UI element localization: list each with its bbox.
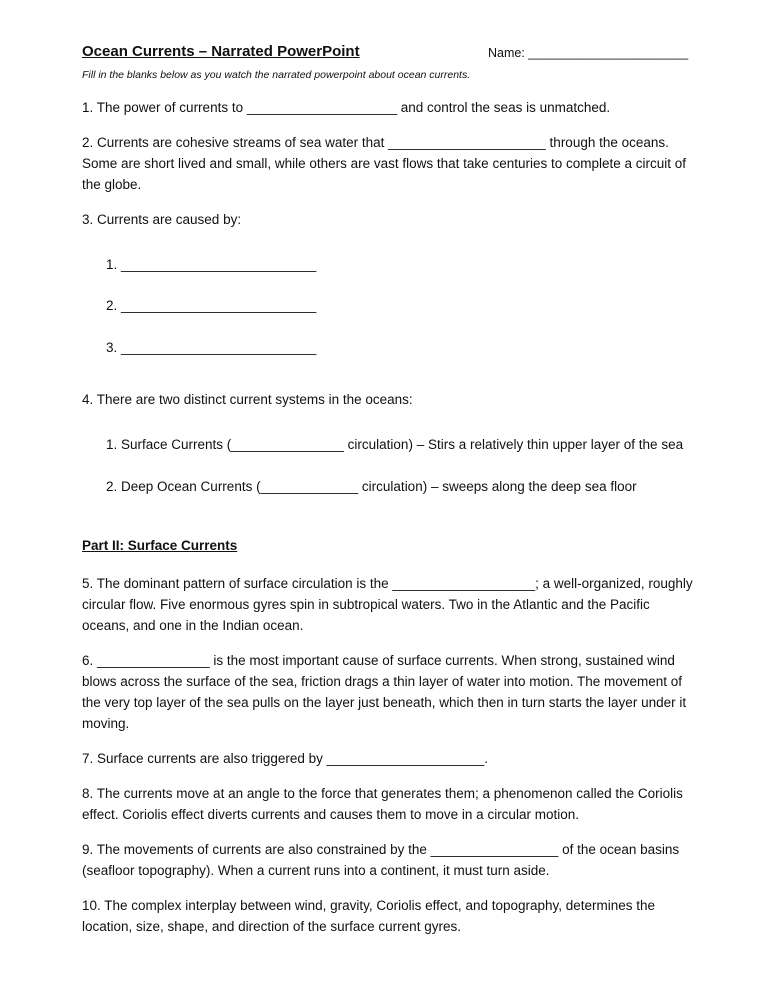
question-7: 7. Surface currents are also triggered by _____________________. (82, 751, 489, 766)
question-6: 6. _______________ is the most important cause of surface currents. When strong, sustained wind blows across the surface of the sea, friction drags a thin layer of water into motion. The movement of the very top layer of the sea pulls on the layer just beneath, which then in turn starts the layer under it moving. (82, 653, 687, 731)
question-4-item-1: 1. Surface Currents (_______________ circulation) – Stirs a relatively thin upper layer of the sea (106, 437, 684, 452)
question-1: 1. The power of currents to ____________________ and control the seas is unmatched. (82, 100, 611, 115)
section-heading-part-2: Part II: Surface Currents (82, 538, 238, 553)
question-8: 8. The currents move at an angle to the force that generates them; a phenomenon called the Coriolis effect. Coriolis effect diverts currents and causes them to move in a circular motion. (82, 786, 683, 822)
question-3-blank-1: 1. __________________________ (106, 257, 317, 272)
question-3-blank-3: 3. __________________________ (106, 340, 317, 355)
question-4: 4. There are two distinct current systems in the oceans: (82, 392, 413, 407)
question-5: 5. The dominant pattern of surface circulation is the ___________________; a well-organized, roughly circular flow. Five enormous gyres spin in subtropical waters. Two in the Atlantic and the Pacific oceans, and one in the Indian ocean. (82, 576, 693, 633)
name-field-label: Name: _______________________ (488, 46, 689, 60)
question-3-blank-2: 2. __________________________ (106, 298, 317, 313)
question-4-item-2: 2. Deep Ocean Currents (_____________ circulation) – sweeps along the deep sea floor (106, 479, 637, 494)
question-2: 2. Currents are cohesive streams of sea water that _____________________ through the oceans. Some are short lived and small, while others are vast flows that take centuries to complete a circuit of the globe. (82, 135, 687, 192)
instructions-text: Fill in the blanks below as you watch the narrated powerpoint about ocean currents. (82, 69, 471, 81)
question-3: 3. Currents are caused by: (82, 212, 242, 227)
question-9: 9. The movements of currents are also constrained by the _________________ of the ocean basins (seafloor topography). When a current runs into a continent, it must turn aside. (82, 842, 680, 878)
question-10: 10. The complex interplay between wind, gravity, Coriolis effect, and topography, determines the location, size, shape, and direction of the surface current gyres. (82, 898, 656, 934)
worksheet-title: Ocean Currents – Narrated PowerPoint (82, 43, 360, 60)
